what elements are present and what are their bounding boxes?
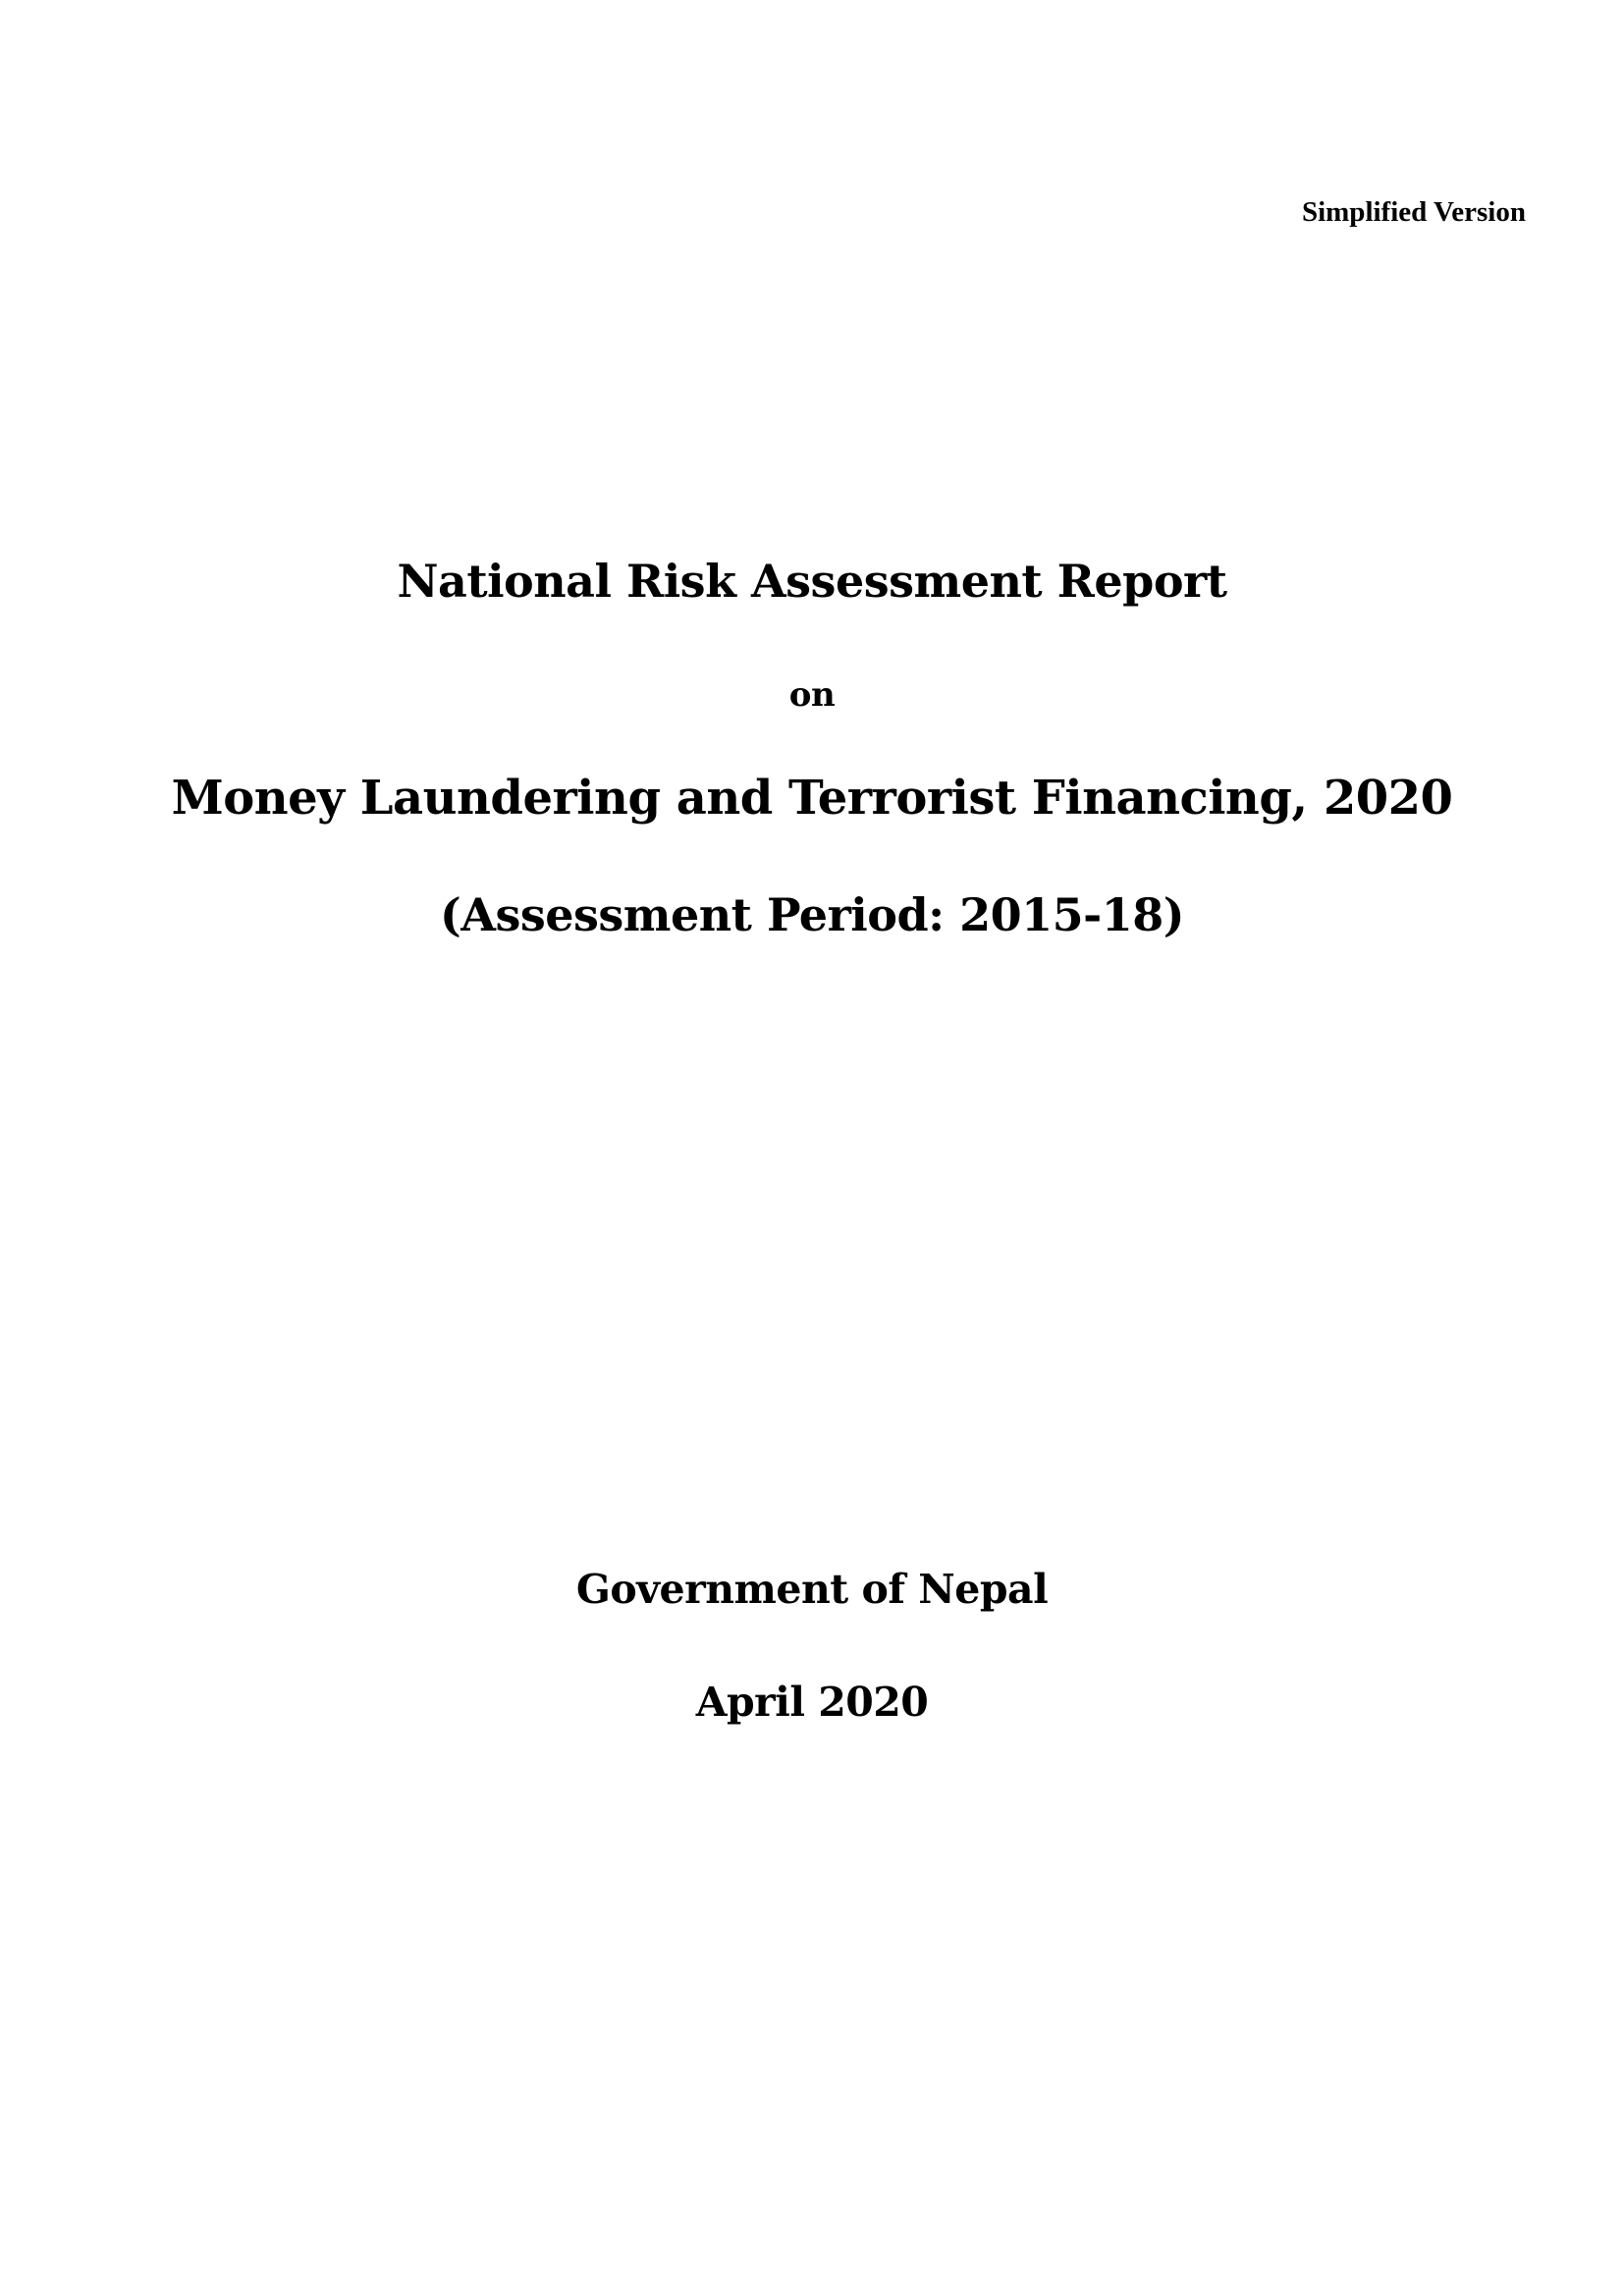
issuing-authority: Government of Nepal: [575, 1566, 1049, 1613]
report-subject: Money Laundering and Terrorist Financing, 2020: [171, 771, 1453, 826]
assessment-period: (Assessment Period: 2015-18): [439, 888, 1185, 941]
title-connector: on: [788, 675, 836, 715]
version-label: Simplified Version: [1301, 196, 1526, 228]
publication-date: April 2020: [695, 1679, 929, 1726]
report-title: National Risk Assessment Report: [397, 555, 1227, 608]
